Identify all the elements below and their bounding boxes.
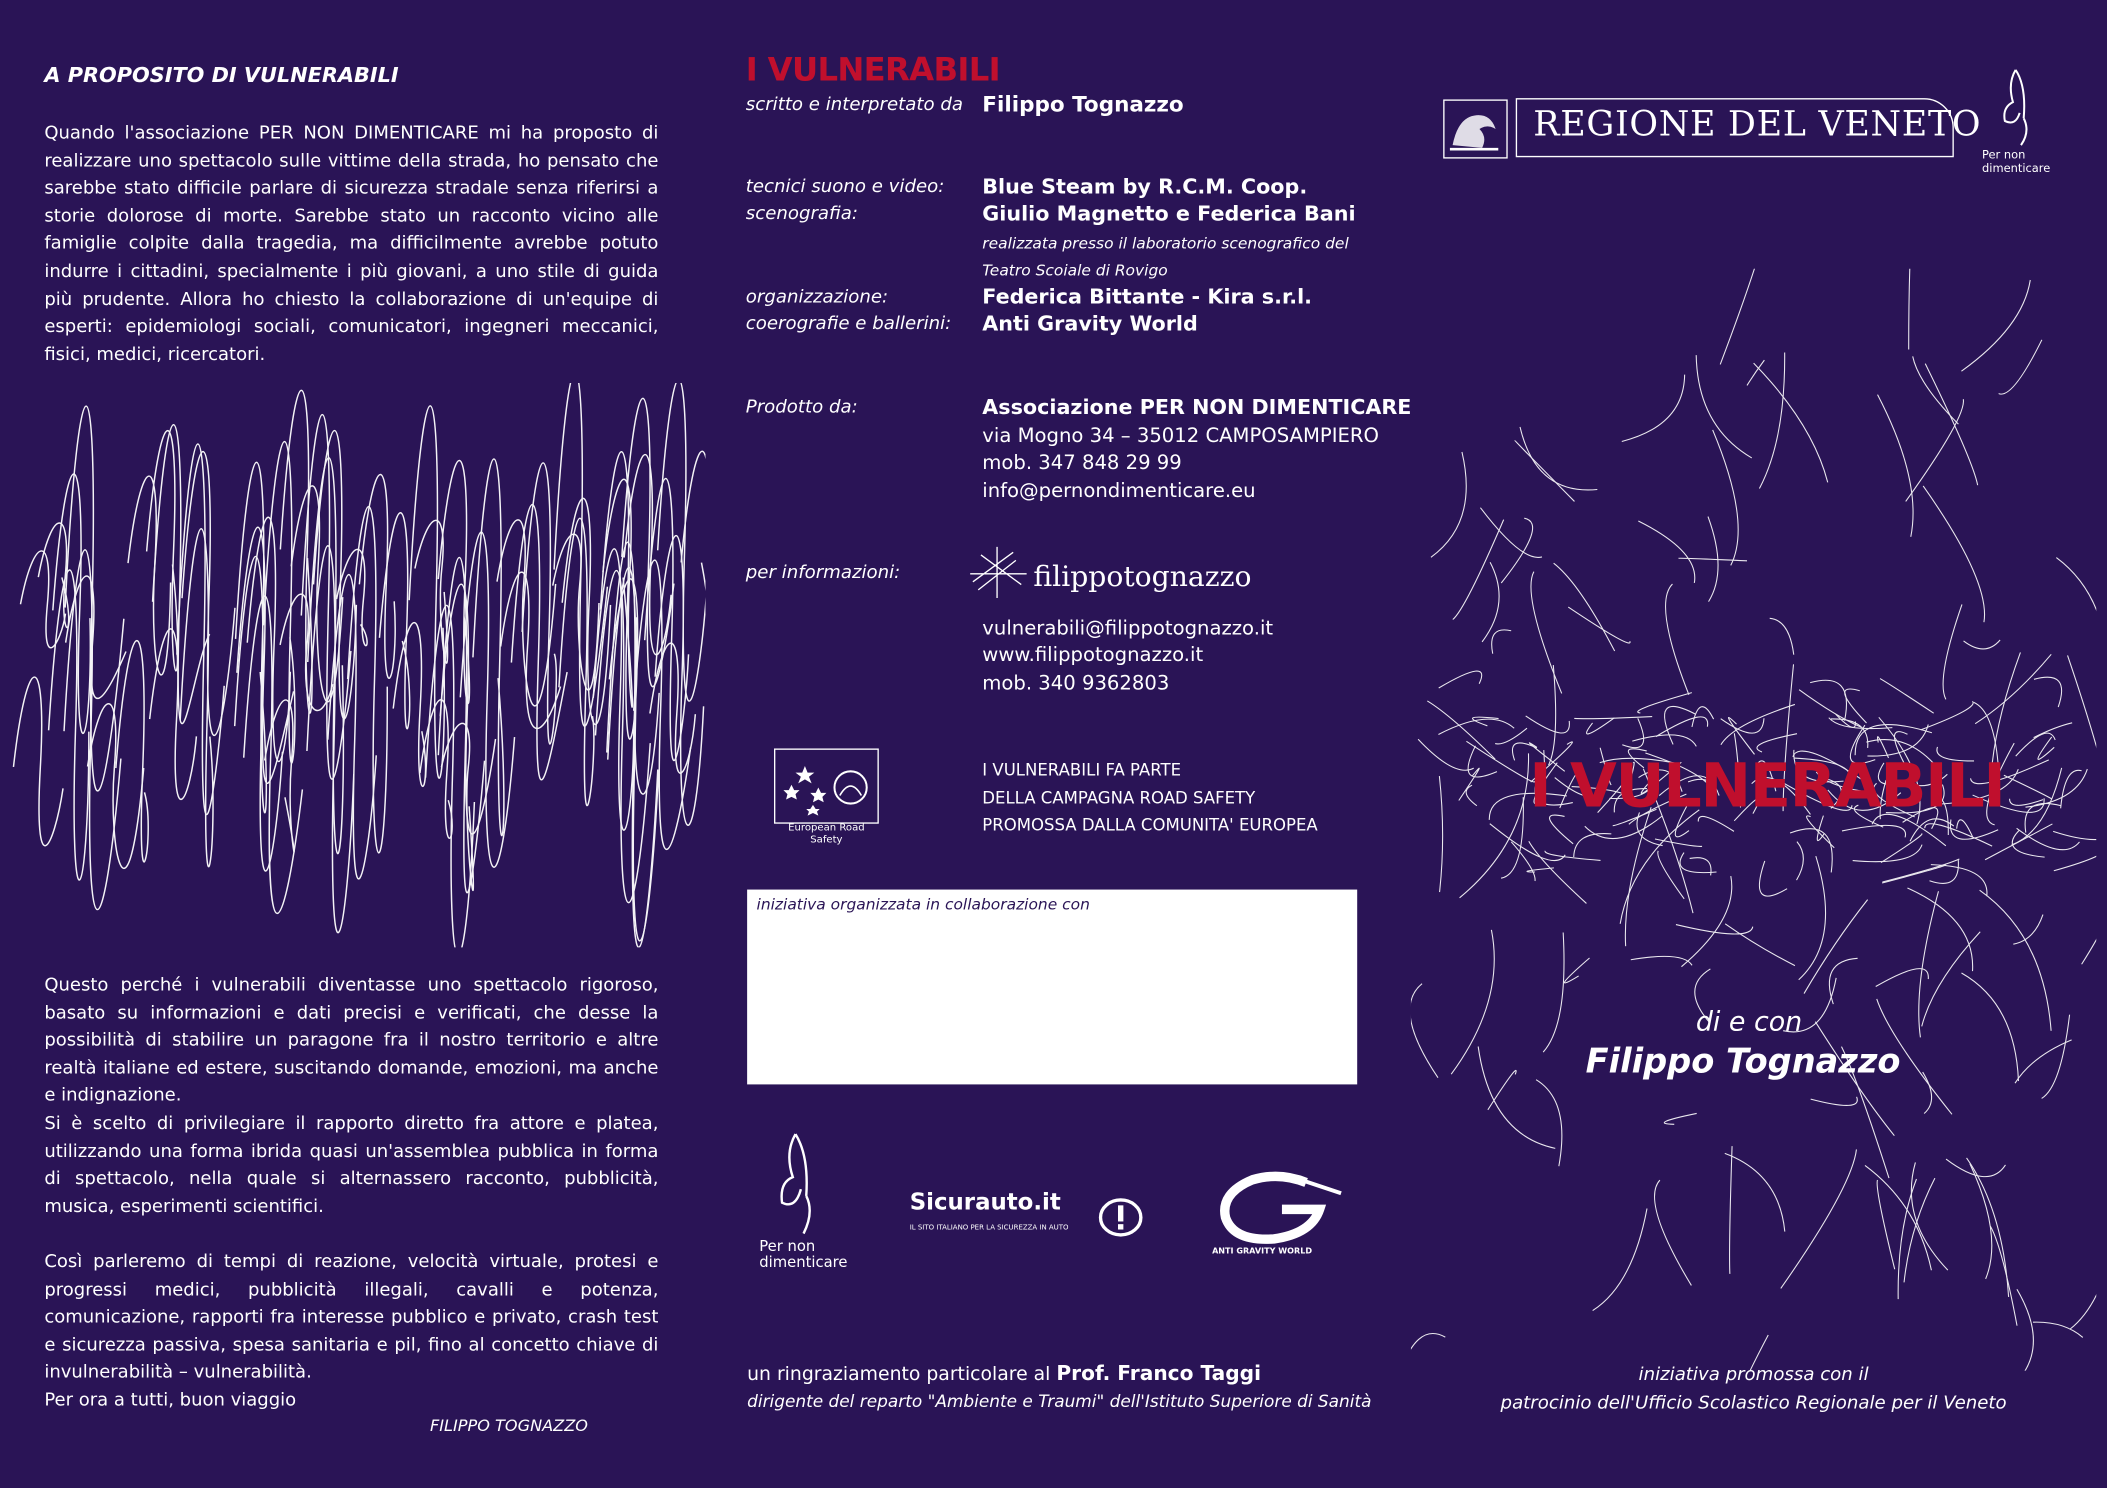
scribble-stroke [1656,717,1708,737]
credit-label: scenografia: [745,202,859,225]
scribble-stroke [1473,717,1499,726]
scribble-stroke [1625,807,1651,946]
scribble-stroke [20,551,65,648]
scribble-stroke [116,641,148,862]
scribble-stroke [1725,924,1795,966]
scribble-stroke [1770,618,1794,654]
scribble-stroke [88,704,144,869]
scribble-stroke [1676,925,1753,934]
thanks-name: Prof. Franco Taggi [1056,1361,1262,1386]
scribble-stroke [1664,1113,1696,1124]
scribble-stroke [2025,803,2061,832]
scribble-stroke [1913,356,1959,424]
scribble-stroke [420,700,452,838]
paragraph: Così parleremo di tempi di reazione, velocità virtuale, protesi e progressi medici, pubblicità illegali, cavalli e potenza, comunicazione, rapporti fra interesse pubblico e privato, crash test e sicurezza passiva, spesa sanitaria e pil, fino al concetto chiave di invulnerabilità – vulnerabilità. [44,1252,659,1384]
scribble-stroke [1720,269,1763,365]
filippotognazzo-logo-icon [968,544,1030,600]
panel-heading: A PROPOSITO DI VULNERABILI [44,63,399,88]
per-non-dimenticare-logo [755,1129,876,1280]
scribble-stroke [2011,1289,2034,1370]
scribble-stroke [1480,508,1542,558]
scribble-stroke [1545,851,1600,861]
paragraph: Quando l'associazione PER NON DIMENTICARE mi ha proposto di realizzare uno spettacolo sulle vittime della strada, ho pensato che sarebbe stato difficile parlare di sicurezza stradale senza riferirsi a storie dolorose di morte. Sarebbe stato un racconto vicino alle famiglie colpite dalla tragedia, ma difficilmente avrebbe potuto indurre i cittadini, specialmente i più giovani, a uno stile di guida più prudente. Allora ho chiesto la collaborazione di un'equipe di esperti: epidemiologi sociali, comunicatori, ingegneri meccanici, fisici, medici, ricercatori. [44,123,659,366]
thanks-prefix: un ringraziamento particolare al [747,1363,1057,1386]
agw-g-icon [1212,1169,1346,1247]
scribble-stroke [1658,851,1684,899]
scribble-stroke [2013,915,2043,945]
sicurauto-warning-icon [1098,1197,1144,1237]
scribble-stroke [1411,1334,1445,1371]
scribble-stroke [409,406,444,778]
scribble-stroke [1439,776,1442,892]
thanks-line [747,1361,1261,1385]
scribble-stroke [1881,834,1922,863]
logo-line: Per non [759,1237,816,1256]
credit-note: Teatro Scoiale di Rovigo [982,260,1168,280]
scribble-stroke [1865,1165,1931,1270]
scribble-stroke [2082,864,2097,964]
scribble-stroke [1923,486,1984,622]
scribble-stroke [1754,363,1828,482]
scribble-stroke [2053,810,2096,839]
scribble-stroke [1466,741,1535,782]
regione-veneto-banner [1516,98,1982,157]
eu-stars-icon [775,750,877,823]
scribble-stroke [1810,680,1846,720]
scribble-stroke [1631,956,1692,965]
scribble-stroke [1568,607,1630,643]
scribble-stroke [128,476,171,675]
scribble-stroke [1725,1153,1785,1231]
scribble-stroke [1910,819,1954,841]
intro-text [44,121,658,370]
campaign-line: I VULNERABILI FA PARTE [982,760,1182,780]
scribble-stroke [1488,1070,1516,1109]
body-text [44,973,658,1416]
scribble-stroke [1439,671,1482,688]
scribble-stroke [1501,518,1532,583]
signature: FILIPPO TOGNAZZO [430,1416,588,1436]
scribble-stroke [1531,572,1562,694]
scribble-stroke [2015,1040,2072,1083]
scribble-stroke [1878,395,1914,537]
credit-label: tecnici suono e video: [745,176,945,198]
scribble-stroke [1501,797,1523,878]
scribble-stroke [1482,562,1499,642]
scribble-stroke [1492,630,1511,654]
cover-subtitle: di e con [1695,1005,1803,1038]
scribble-stroke [177,444,224,814]
scribble-stroke [1781,1149,1857,1288]
scribble-stroke [1620,810,1699,924]
paragraph: Questo perché i vulnerabili diventasse uno spettacolo rigoroso, basato su informazioni e dati precisi e verificati, che desse la possibilità di stabilire un paragone fra il nostro territorio e altre realtà italiane ed estere, suscitando domande, emozioni, ma anche e indignazione. [44,975,659,1107]
scribble-stroke [2011,768,2061,845]
scribble-stroke [2056,558,2096,692]
scribble-stroke [1931,865,1987,897]
scribble-stroke [1999,340,2042,394]
region-name: REGIONE DEL VENETO [1533,104,1982,146]
scribble-illustration [7,383,706,947]
producer-email[interactable]: info@pernondimenticare.eu [982,479,1256,503]
logo-line: dimenticare [1982,161,2051,176]
sicurauto-tagline: IL SITO ITALIANO PER LA SICUREZZA IN AUTO [909,1224,1069,1233]
scribble-stroke [1655,1180,1692,1285]
snowdrop-icon [755,1129,836,1237]
scribble-stroke [2061,770,2082,808]
scribble-stroke [1564,958,1589,983]
collaboration-box [747,890,1357,1085]
scribble-stroke [1853,845,1922,862]
scribble-stroke [1638,521,1694,583]
scribble-stroke [182,452,235,736]
scribble-stroke [1957,820,1973,837]
scribble-stroke [38,523,68,628]
scribble-stroke [2026,769,2088,807]
info-email[interactable]: vulnerabili@filippotognazzo.it [982,616,1274,640]
promotion-note [1492,1361,2016,1416]
scribble-stroke [1877,1180,1895,1269]
european-road-safety-logo [774,748,879,823]
scribble-stroke [1845,689,1867,723]
scribble-stroke [1495,728,1527,744]
scribble-stroke [1466,785,1477,806]
scribble-stroke [1980,890,2052,1031]
credit-value: Federica Bittante - Kira s.r.l. [982,284,1313,310]
scribble-stroke [1665,706,1696,744]
scribble-stroke [1898,1179,1916,1299]
scribble-stroke [1536,1080,1562,1166]
written-label: scritto e interpretato da [745,94,963,116]
sicurauto-wordmark: Sicurauto.it [909,1189,1061,1217]
scribble-stroke [2068,655,2097,785]
scribble-stroke [2004,775,2052,799]
lion-emblem-icon [1447,105,1501,153]
scribble-stroke [1790,829,1832,873]
scribble-stroke [1967,1158,2009,1297]
scribble-stroke [2042,1015,2070,1099]
scribble-stroke [441,723,473,890]
logo-text-bold: tognazzo [1123,560,1252,593]
scribble-stroke [1882,859,1959,882]
scribble-stroke [658,383,706,701]
scribble-stroke [645,479,689,761]
credit-label: organizzazione: [745,286,889,308]
snowdrop-icon [1986,67,2045,148]
thanks-role: dirigente del reparto "Ambiente e Traumi" dell'Istituto Superiore di Sanità [747,1390,1372,1411]
credit-label: coerografie e ballerini: [745,313,952,335]
scribble-stroke [1842,825,1906,837]
scribble-stroke [1451,930,1494,1074]
scribble-stroke [1593,1209,1647,1311]
scribble-stroke [1515,441,1574,502]
info-label: per informazioni: [745,561,901,584]
campaign-text [982,757,1317,840]
scribble-stroke [2038,737,2054,759]
written-value: Filippo Tognazzo [982,91,1184,117]
scribble-stroke [1468,746,1497,777]
producer-address: via Mogno 34 – 35012 CAMPOSAMPIERO [982,424,1379,448]
logo-text-light: filippo [1033,560,1124,593]
scribble-stroke [1930,859,1959,883]
scribble-stroke [1925,364,1977,486]
logo-line: dimenticare [759,1253,848,1272]
cover-title: I VULNERABILI [1529,749,2005,822]
scribble-stroke [501,572,561,728]
producer-label: Prodotto da: [745,396,858,418]
credit-value: Anti Gravity World [982,311,1198,336]
scribble-stroke [2034,677,2062,707]
regione-veneto-emblem [1443,99,1508,158]
scribble-stroke [1418,739,1474,770]
scribble-stroke [1622,375,1685,442]
scribble-stroke [13,677,63,846]
cover-author: Filippo Tognazzo [1585,1041,1901,1081]
collaboration-label: iniziativa organizzata in collaborazione con [756,894,1090,914]
credit-value: Giulio Magnetto e Federica Bani [982,201,1356,226]
scribble-stroke [147,431,178,671]
scribble-stroke [1907,888,1972,971]
scribble-stroke [1529,841,1587,903]
credit-note: realizzata presso il laboratorio scenografico del [982,233,1349,253]
scribble-stroke [1919,891,1939,1037]
scribble-stroke [280,390,312,713]
scribble-stroke [1943,604,1962,699]
scribble-stroke [1829,958,1857,1004]
scribble-stroke [1431,452,1466,557]
scribble-stroke [1975,654,2051,723]
logo-line: Per non [1982,149,2026,163]
scribble-stroke [1909,269,1913,350]
filippotognazzo-logo [968,544,1264,600]
paragraph: Per ora a tutti, buon viaggio [44,1390,297,1411]
paragraph: Si è scelto di privilegiare il rapporto diretto fra attore e platea, utilizzando una forma ibrida quasi un'assemblea pubblica in forma di spettacolo, nella quale si alternassero racconto, pubblicità, musica, esperimenti scientifici. [44,1113,659,1218]
scribble-stroke [1799,856,1826,980]
scribble-stroke [1543,933,1564,1053]
scribble-stroke [1526,716,1570,733]
anti-gravity-world-logo [1212,1169,1346,1266]
info-website[interactable]: www.filippotognazzo.it [982,643,1204,667]
scribble-stroke [1681,876,1731,967]
scribble-stroke [1411,984,1438,1078]
scribble-stroke [1427,701,1495,759]
scribble-stroke [2070,1215,2096,1329]
scribble-stroke [559,518,594,805]
scribble-stroke [1797,842,1804,880]
scribble-stroke [1666,584,1689,695]
scribble-stroke [1925,824,1992,846]
credit-value: Blue Steam by R.C.M. Coop. [982,174,1308,199]
campaign-line: PROMOSSA DALLA COMUNITA' EUROPEA [982,815,1318,835]
scribble-stroke [307,546,354,933]
show-title: I VULNERABILI [745,51,1000,89]
promotion-line: patrocinio dell'Ufficio Scolastico Regionale per il Veneto [1500,1391,2007,1413]
scribble-stroke [1946,1159,2005,1177]
producer-phone: mob. 347 848 29 99 [982,451,1182,475]
ers-caption: European Road Safety [788,821,865,846]
scribble-stroke [1574,834,1612,858]
scribble-stroke [511,504,567,779]
scribble-stroke [1622,718,1643,747]
scribble-stroke [1906,399,1964,501]
scribble-stroke [1964,640,2001,649]
scribble-stroke [1961,280,2030,371]
per-non-dimenticare-logo-top [1978,67,2072,183]
scribble-stroke [1478,1047,1555,1149]
scribble-stroke [1747,360,1764,385]
scribble-stroke [1554,563,1615,651]
scribble-stroke [1696,355,1752,458]
scribble-stroke [1759,861,1787,896]
promotion-line: iniziativa promossa con il [1638,1363,1869,1386]
info-phone: mob. 340 9362803 [982,671,1170,695]
agw-caption: ANTI GRAVITY WORLD [1212,1247,1313,1257]
scribble-stroke [1811,1097,1858,1106]
scribble-stroke [1911,1162,1947,1270]
scribble-stroke [1587,718,1615,734]
scribble-stroke [1990,1226,2017,1325]
scribble-stroke [1453,520,1504,620]
scribble-stroke [1730,1146,1733,1274]
scribble-stroke [1921,701,1973,730]
campaign-line: DELLA CAMPAGNA ROAD SAFETY [982,788,1256,807]
producer-name: Associazione PER NON DIMENTICARE [982,395,1412,420]
scribble-stroke [1880,679,1934,714]
sicurauto-logo [910,1189,1152,1243]
scribble-stroke [1638,693,1692,713]
scribble-stroke [1961,973,2018,1081]
